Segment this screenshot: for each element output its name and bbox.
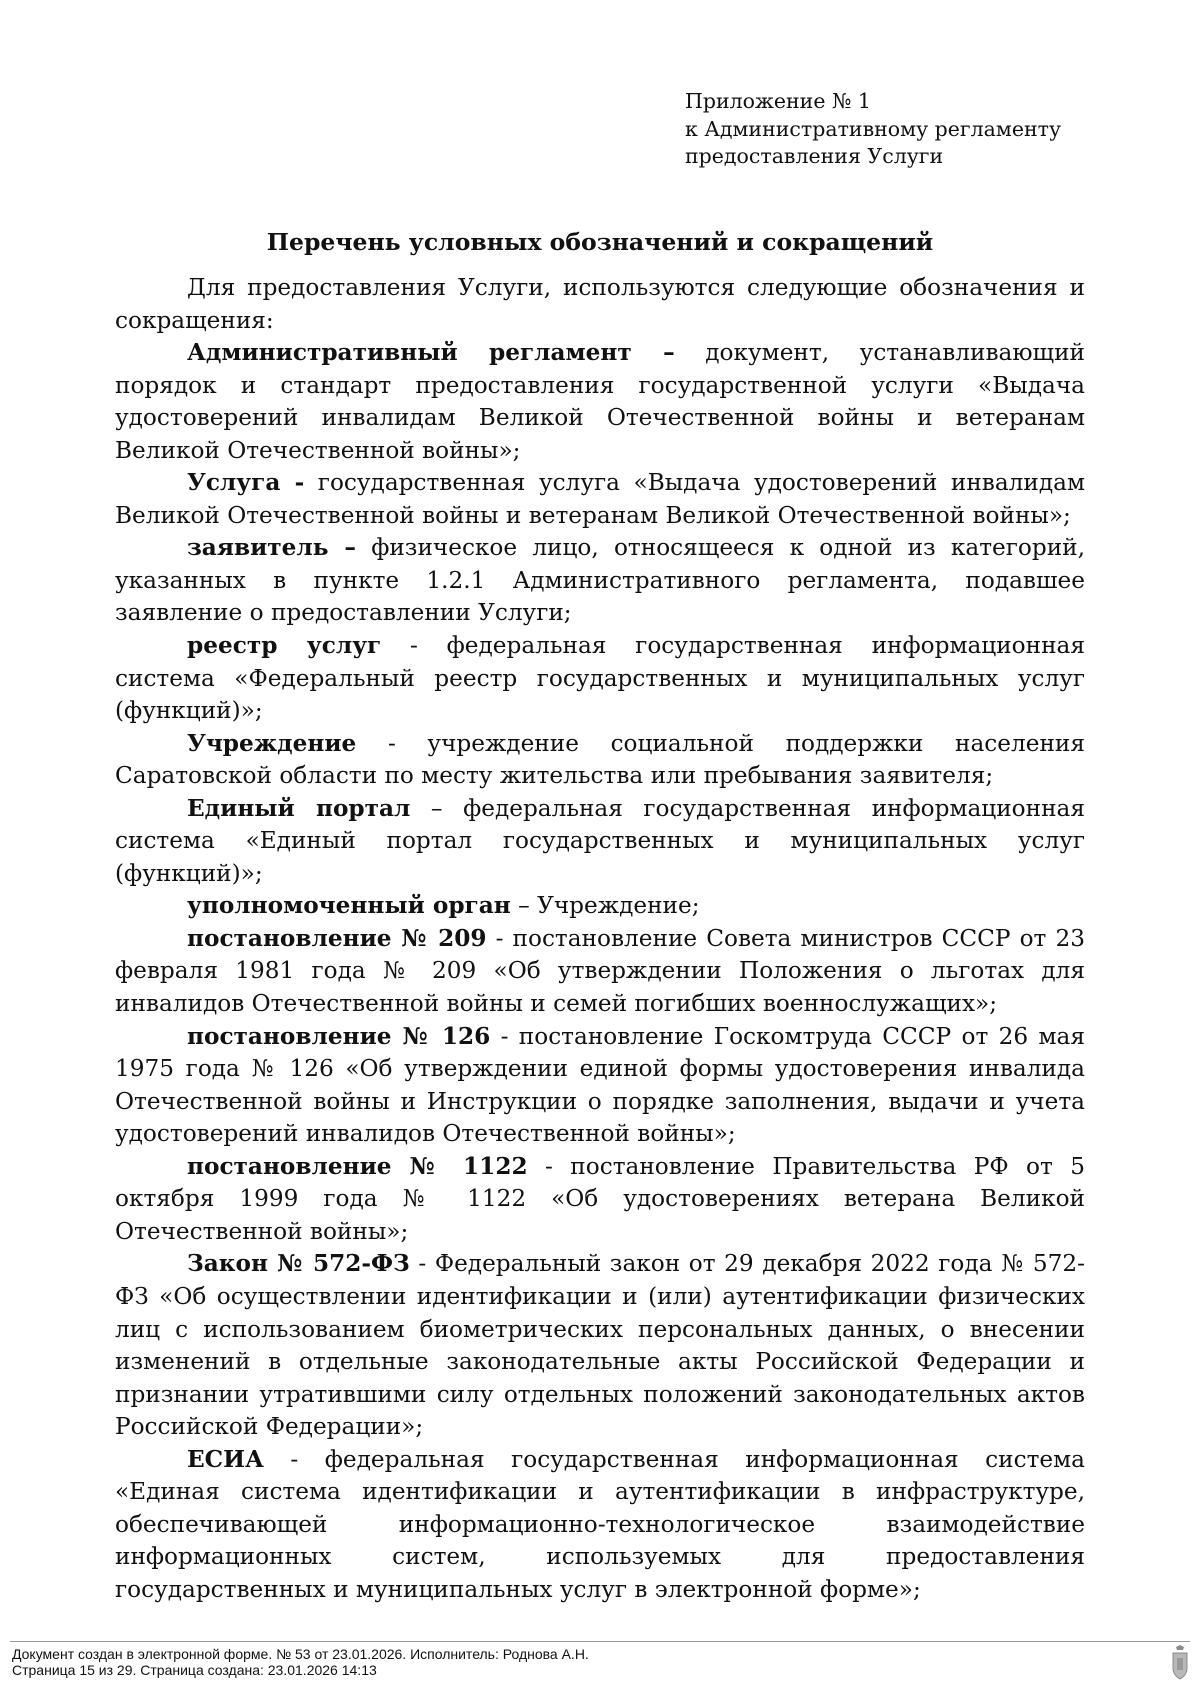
definition-term: постановление № 209 <box>187 924 487 952</box>
document-body <box>115 272 1085 1606</box>
footer-page-info: Страница 15 из 29. Страница создана: 23.01.2026 14:13 <box>12 1662 377 1678</box>
definition-text: - Федеральный закон от 29 декабря 2022 года № 572-ФЗ «Об осуществлении идентификации и (или) аутентификации физических лиц с использованием биометрических персональных данных, о внесении изменений в отдельные законодательные акты Российской Федерации и признании утратившими силу отдельных положений законодательных актов Российской Федерации»; <box>115 1250 1085 1441</box>
definition-term: Закон № 572-ФЗ <box>187 1250 410 1278</box>
appendix-header <box>685 88 1061 171</box>
definition-item <box>115 467 1085 532</box>
definition-term: ЕСИА <box>187 1445 264 1473</box>
definition-term: постановление № 1122 <box>187 1152 528 1180</box>
definition-item <box>115 630 1085 728</box>
intro-paragraph: Для предоставления Услуги, используются следующие обозначения и сокращения: <box>115 274 1085 334</box>
definition-item <box>115 793 1085 891</box>
coat-of-arms-icon <box>1170 1644 1190 1684</box>
definition-term: Учреждение <box>187 729 357 757</box>
definition-text: – Учреждение; <box>510 892 700 920</box>
definition-item <box>115 1021 1085 1151</box>
definition-term: постановление № 126 <box>187 1022 491 1050</box>
definition-item <box>115 532 1085 630</box>
definition-item <box>115 890 1085 923</box>
definition-item <box>115 1248 1085 1443</box>
definition-item <box>115 337 1085 467</box>
definition-term: уполномоченный орган <box>187 892 511 920</box>
document-title: Перечень условных обозначений и сокращений <box>266 228 934 256</box>
footer-document-info: Документ создан в электронной форме. № 53 от 23.01.2026. Исполнитель: Роднова А.Н. <box>12 1646 589 1662</box>
definition-text: физическое лицо, относящееся к одной из категорий, указанных в пункте 1.2.1 Административного регламента, подавшее заявление о предоставлении Услуги; <box>115 534 1086 627</box>
document-footer <box>12 1646 589 1678</box>
definition-text: - федеральная государственная информационная система «Федеральный реестр государственных и муниципальных услуг (функций)»; <box>115 632 1085 725</box>
definition-text: - постановление Совета министров СССР от 23 февраля 1981 года № 209 «Об утверждении Положения о льготах для инвалидов Отечественной войны и семей погибших военнослужащих»; <box>115 924 1085 1018</box>
definition-term: Услуга - <box>187 469 305 497</box>
definition-text: - учреждение социальной поддержки населения Саратовской области по месту жительства или пребывания заявителя; <box>115 729 1085 790</box>
definition-text: - постановление Правительства РФ от 5 октября 1999 года № 1122 «Об удостоверениях ветерана Великой Отечественной войны»; <box>115 1152 1085 1245</box>
appendix-number: Приложение № 1 <box>685 89 871 113</box>
definition-term: Единый портал <box>187 794 411 822</box>
definition-text: - федеральная государственная информационная система «Единая система идентификации и аутентификации в инфраструктуре, обеспечивающей информационно-технологическое взаимодействие информационных систем, используемых для предоставления государственных и муниципальных услуг в электронной форме»; <box>115 1445 1085 1603</box>
appendix-subject: предоставления Услуги <box>685 144 944 168</box>
definition-text: - постановление Госкомтруда СССР от 26 мая 1975 года № 126 «Об утверждении единой формы удостоверения инвалида Отечественной войны и Инструкции о порядке заполнения, выдачи и учета удостоверений инвалидов Отечественной войны»; <box>115 1022 1085 1148</box>
definition-term: реестр услуг <box>187 632 382 660</box>
definition-item <box>115 728 1085 793</box>
definition-text: документ, устанавливающий порядок и стандарт предоставления государственной услуги «Выдача удостоверений инвалидам Великой Отечественной войны и ветеранам Великой Отечественной войны»; <box>115 339 1086 464</box>
definition-text: государственная услуга «Выдача удостоверений инвалидам Великой Отечественной войны и ветеранам Великой Отечественной войны»; <box>115 469 1086 529</box>
appendix-reference: к Административному регламенту <box>685 116 1062 141</box>
definition-item <box>115 1444 1085 1607</box>
definition-term: Административный регламент – <box>187 339 675 367</box>
definition-text: – федеральная государственная информационная система «Единый портал государственных и муниципальных услуг (функций)»; <box>115 794 1085 887</box>
definition-item <box>115 923 1085 1021</box>
definition-item <box>115 1151 1085 1249</box>
footer-divider <box>10 1641 1190 1642</box>
definition-term: заявитель – <box>187 534 356 562</box>
